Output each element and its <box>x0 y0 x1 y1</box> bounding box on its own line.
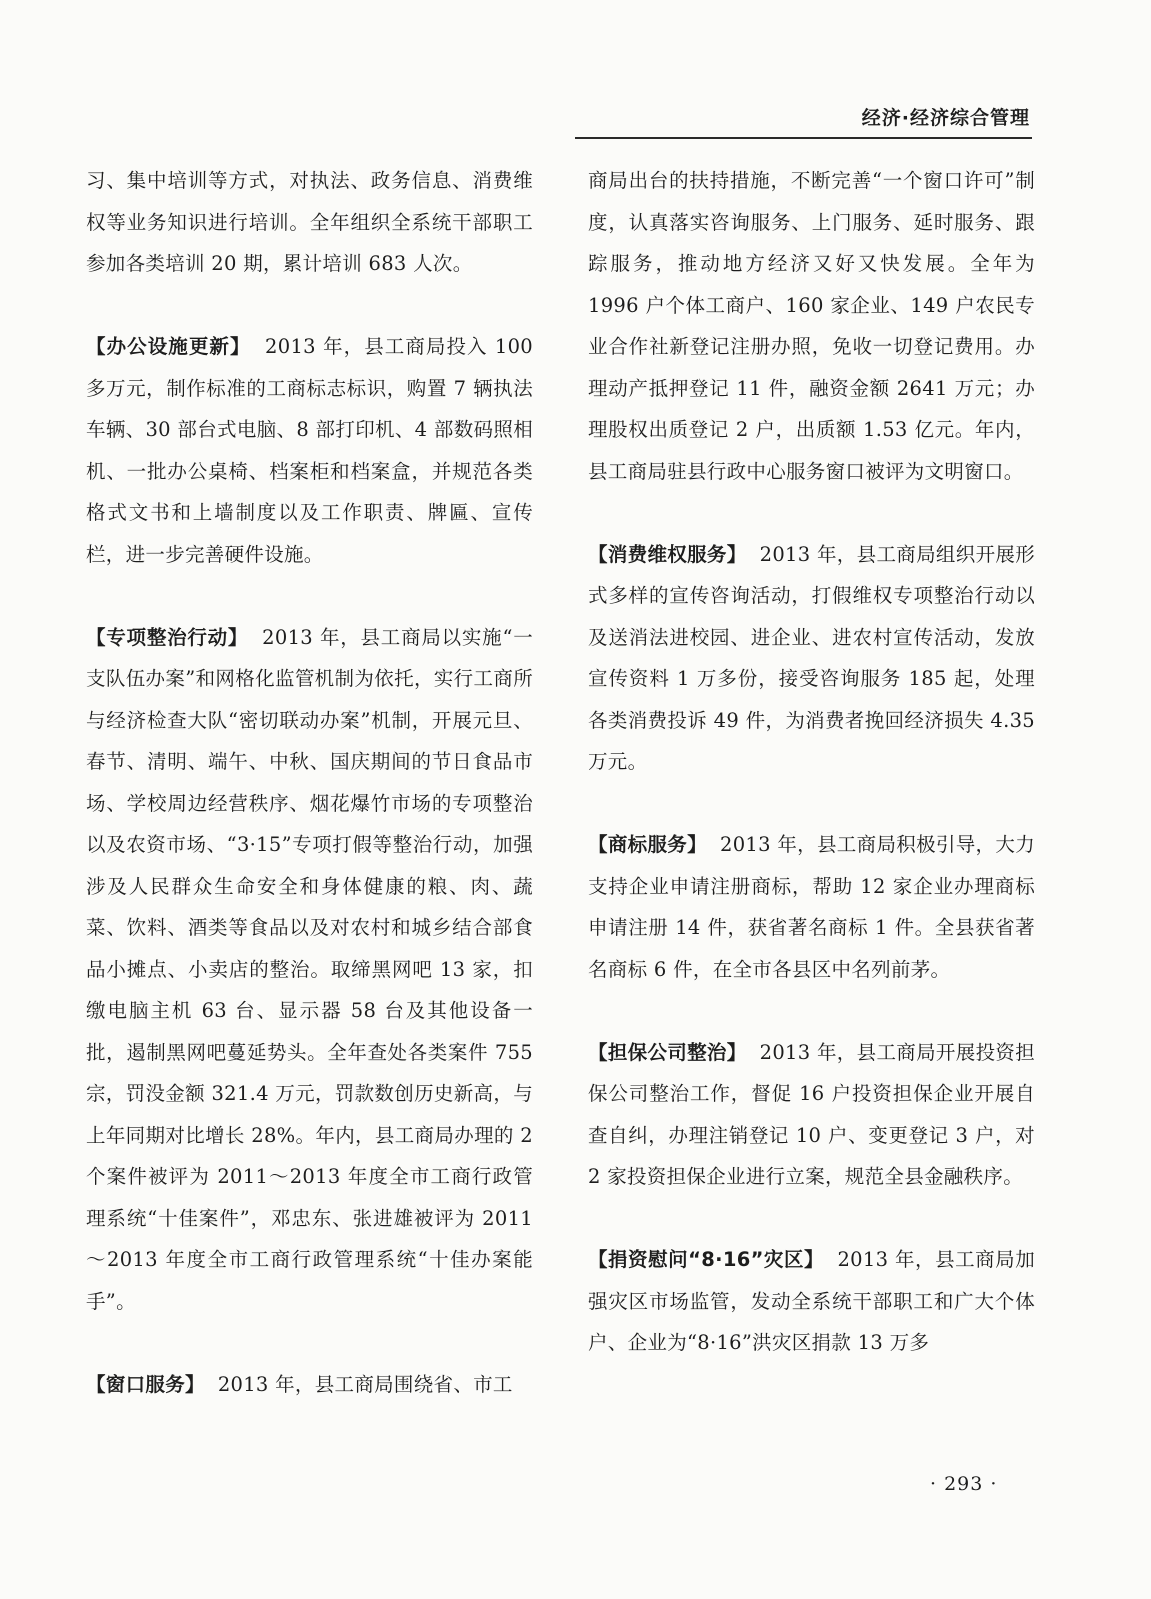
left-column <box>86 160 533 1405</box>
section-heading: 【商标服务】 <box>588 833 707 856</box>
page-number: · 293 · <box>930 1473 998 1495</box>
header-rule <box>575 137 1032 139</box>
paragraph-window-service-cont <box>588 160 1035 492</box>
paragraph-training-cont <box>86 160 533 285</box>
paragraph-window-service <box>86 1364 533 1406</box>
section-heading: 【消费维权服务】 <box>588 542 747 566</box>
section-heading: 【专项整治行动】 <box>86 625 249 649</box>
section-heading: 【担保公司整治】 <box>588 1040 747 1064</box>
paragraph-guarantee-rectification <box>588 1032 1035 1198</box>
paragraph-text: 2013 年，县工商局积极引导，大力支持企业申请注册商标，帮助 12 家企业办理商标申请注册 14 件，获省著名商标 1 件。全县获省著名商标 6 件，在全市各县区中名列前茅。 <box>588 833 1035 981</box>
paragraph-text: 2013 年，县工商局以实施“一支队伍办案”和网格化监管机制为依托，实行工商所与经济检查大队“密切联动办案”机制，开展元旦、春节、清明、端午、中秋、国庆期间的节日食品市场、学校周边经营秩序、烟花爆竹市场的专项整治以及农资市场、“3·15”专项打假等整治行动，加强涉及人民群众生命安全和身体健康的粮、肉、蔬菜、饮料、酒类等食品以及对农村和城乡结合部食品小摊点、小卖店的整治。取缔黑网吧 13 家，扣缴电脑主机 63 台、显示器 58 台及其他设备一批，遏制黑网吧蔓延势头。全年查处各类案件 755 宗，罚没金额 321.4 万元，罚款数创历史新高，与上年同期对比增长 28%。年内，县工商局办理的 2 个案件被评为 2011～2013 年度全市工商行政管理系统“十佳案件”，邓忠东、张进雄被评为 2011～2013 年度全市工商行政管理系统“十佳办案能手”。 <box>86 625 534 1313</box>
paragraph-special-rectification <box>86 617 533 1323</box>
running-header: 经济·经济综合管理 <box>861 107 1030 129</box>
section-heading: 【窗口服务】 <box>86 1372 205 1396</box>
paragraph-text: 习、集中培训等方式，对执法、政务信息、消费维权等业务知识进行培训。全年组织全系统干部职工参加各类培训 20 期，累计培训 683 人次。 <box>86 169 533 275</box>
paragraph-text: 2013 年，县工商局围绕省、市工 <box>217 1372 513 1396</box>
paragraph-text: 2013 年，县工商局加强灾区市场监管，发动全系统干部职工和广大个体户、企业为“8·16”洪灾区捐款 13 万多 <box>588 1248 1035 1354</box>
paragraph-trademark-service <box>588 824 1035 990</box>
paragraph-text: 2013 年，县工商局组织开展形式多样的宣传咨询活动，打假维权专项整治行动以及送消法进校园、进企业、进农村宣传活动，发放宣传资料 1 万多份，接受咨询服务 185 起，处理各类消费投诉 49 件，为消费者挽回经济损失 4.35 万元。 <box>588 542 1036 773</box>
paragraph-consumer-rights <box>588 534 1035 783</box>
paragraph-text: 商局出台的扶持措施，不断完善“一个窗口许可”制度，认真落实咨询服务、上门服务、延时服务、跟踪服务，推动地方经济又好又快发展。全年为 1996 户个体工商户、160 家企业、149 户农民专业合作社新登记注册办照，免收一切登记费用。办理动产抵押登记 11 件，融资金额 2641 万元；办理股权出质登记 2 户，出质额 1.53 亿元。年内，县工商局驻县行政中心服务窗口被评为文明窗口。 <box>588 169 1035 483</box>
paragraph-office-facilities <box>86 326 533 575</box>
paragraph-text: 2013 年，县工商局开展投资担保公司整治工作，督促 16 户投资担保企业开展自查自纠，办理注销登记 10 户、变更登记 3 户，对 2 家投资担保企业进行立案，规范全县金融秩序。 <box>588 1040 1036 1188</box>
paragraph-disaster-donation <box>588 1239 1035 1364</box>
paragraph-text: 2013 年，县工商局投入 100 多万元，制作标准的工商标志标识，购置 7 辆执法车辆、30 部台式电脑、8 部打印机、4 部数码照相机、一批办公桌椅、档案柜和档案盒，并规范各类格式文书和上墙制度以及工作职责、牌匾、宣传栏，进一步完善硬件设施。 <box>86 335 533 566</box>
section-heading: 【捐资慰问“8·16”灾区】 <box>588 1248 824 1271</box>
right-column <box>588 160 1035 1364</box>
section-heading: 【办公设施更新】 <box>86 335 251 358</box>
